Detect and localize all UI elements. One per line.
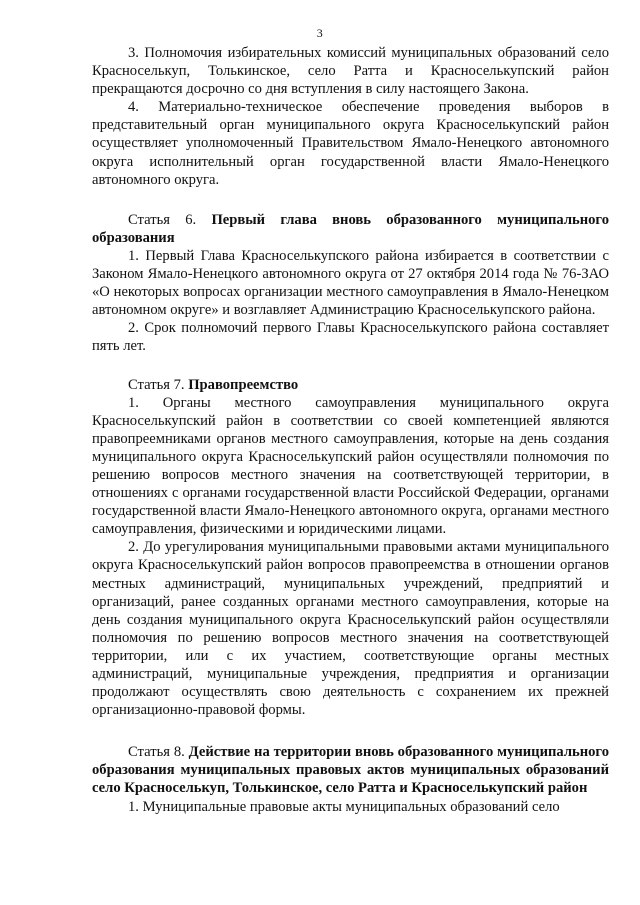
article5-paragraph-3: 3. Полномочия избирательных комиссий муниципальных образований село Красноселькуп, Толькинское, село Ратта и Красноселькупский район прекращаются досрочно со дня вступления в силу настоящего Закона. [92, 45, 609, 98]
page-number: 3 [316, 26, 324, 40]
article8-heading [92, 743, 609, 797]
article6-paragraph-1: 1. Первый Глава Красноселькупского района избирается в соответствии с Законом Ямало-Ненецкого автономного округа от 27 октября 2014 года № 76-ЗАО «О некоторых вопросах организации местного самоуправления в Ямало-Ненецком автономном округе» и возглавляет Администрацию Красноселькупского района. [92, 247, 609, 319]
spacer [92, 719, 609, 743]
article8-label: Статья 8. [128, 744, 185, 761]
spacer [92, 356, 609, 376]
article6-title: Первый глава вновь образованного муниципального образования [92, 211, 609, 246]
article8-paragraph-1: 1. Муниципальные правовые акты муниципальных образований село [128, 798, 560, 815]
article7-label: Статья 7. [128, 376, 185, 393]
article7-title: Правопреемство [188, 376, 299, 393]
article7-heading [92, 376, 609, 394]
document-body [92, 44, 609, 816]
article5-paragraph-4: 4. Материально-техническое обеспечение проведения выборов в представительный орган муниципального округа Красноселькупский район осуществляет уполномоченный Правительством Ямало-Ненецкого автономного округа исполнительный орган государственной власти Ямало-Ненецкого автономного округа. [92, 99, 609, 188]
article7-paragraph-1: 1. Органы местного самоуправления муниципального округа Красноселькупский район в соответствии со своей компетенцией являются правопреемниками органов местного самоуправления, которые на день создания муниципального округа Красноселькупский район осуществляли полномочия по решению вопросов местного значения на соответствующей территории, в отношениях с органами государственной власти Российской Федерации, органами государственной власти Ямало-Ненецкого автономного округа, органами местного самоуправления, физическими и юридическими лицами. [92, 394, 609, 538]
article7-paragraph-2: 2. До урегулирования муниципальными правовыми актами муниципального округа Красноселькупский район вопросов правопреемства в отношении органов местных администраций, муниципальных учреждений, предприятий и организаций, ранее созданных органами местного самоуправления, которые на день создания муниципального округа Красноселькупский район осуществляли полномочия по решению вопросов местного значения на соответствующей территории, или с их участием, соответствующие органы местных администраций, муниципальные учреждения, предприятия и организации продолжают осуществлять свою деятельность с сохранением их прежней организационно-правовой формы. [92, 539, 609, 719]
article6-label: Статья 6. [128, 211, 197, 228]
spacer [92, 189, 609, 211]
article6-heading [92, 211, 609, 247]
article8-title: Действие на территории вновь образованного муниципального образования муниципальных правовых актов муниципальных образований село Красноселькуп, Толькинское, село Ратта и Красноселькупский район [92, 744, 609, 797]
article6-paragraph-2: 2. Срок полномочий первого Главы Красноселькупского района составляет пять лет. [92, 320, 609, 355]
